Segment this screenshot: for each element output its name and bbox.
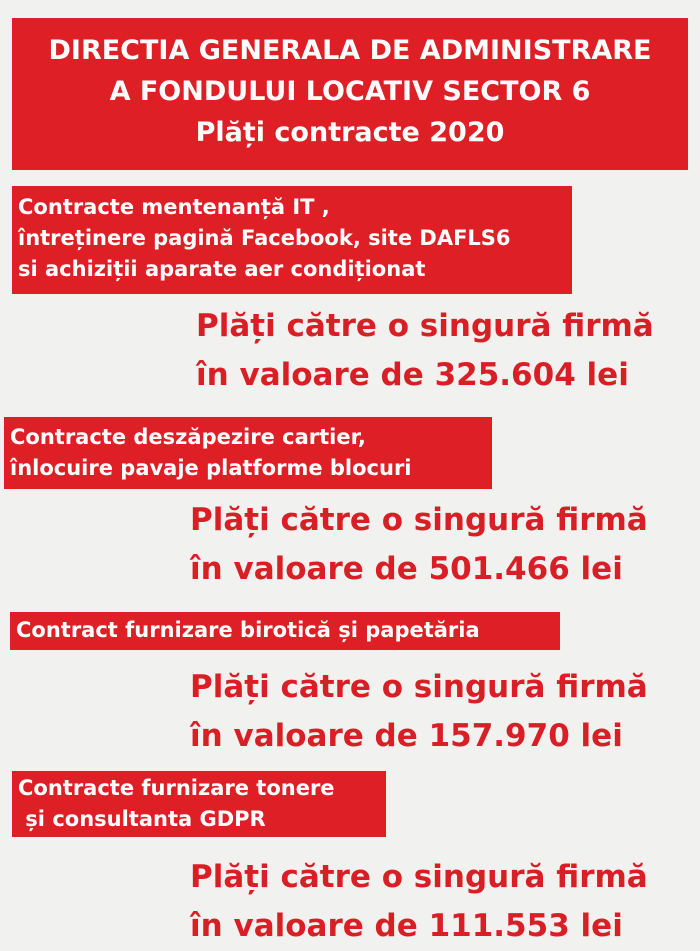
contract-label-1-line-1: Contracte mentenanță IT , <box>18 195 330 219</box>
payment-2-line-2: în valoare de 501.466 lei <box>190 551 623 587</box>
title-line-3: Plăți contracte 2020 <box>195 117 505 148</box>
payment-text-4 <box>190 853 648 951</box>
payment-text-1 <box>196 302 654 400</box>
payment-text-2 <box>190 496 648 594</box>
title-line-2: A FONDULUI LOCATIV SECTOR 6 <box>109 76 591 107</box>
contract-label-3-line-1: Contract furnizare birotică și papetăria <box>16 618 480 642</box>
contract-label-2-line-2: înlocuire pavaje platforme blocuri <box>10 456 412 480</box>
title-banner <box>12 18 688 170</box>
payment-3-line-1: Plăți către o singură firmă <box>190 669 648 705</box>
payment-2-line-1: Plăți către o singură firmă <box>190 502 648 538</box>
contract-label-4-line-2: și consultanta GDPR <box>18 807 266 831</box>
contract-label-2 <box>4 417 492 489</box>
contract-label-4 <box>12 771 386 837</box>
payment-1-line-2: în valoare de 325.604 lei <box>196 357 629 393</box>
contract-label-1 <box>12 186 572 294</box>
payment-4-line-1: Plăți către o singură firmă <box>190 859 648 895</box>
contract-label-3 <box>10 612 560 650</box>
payment-4-line-2: în valoare de 111.553 lei <box>190 908 623 944</box>
title-line-1: DIRECTIA GENERALA DE ADMINISTRARE <box>48 35 652 66</box>
payment-text-3 <box>190 663 648 761</box>
payment-1-line-1: Plăți către o singură firmă <box>196 308 654 344</box>
contract-label-1-line-3: si achiziții aparate aer condiționat <box>18 257 426 281</box>
contract-label-1-line-2: întreținere pagină Facebook, site DAFLS6 <box>18 226 511 250</box>
contract-label-4-line-1: Contracte furnizare tonere <box>18 776 335 800</box>
payment-3-line-2: în valoare de 157.970 lei <box>190 718 623 754</box>
contract-label-2-line-1: Contracte deszăpezire cartier, <box>10 425 366 449</box>
